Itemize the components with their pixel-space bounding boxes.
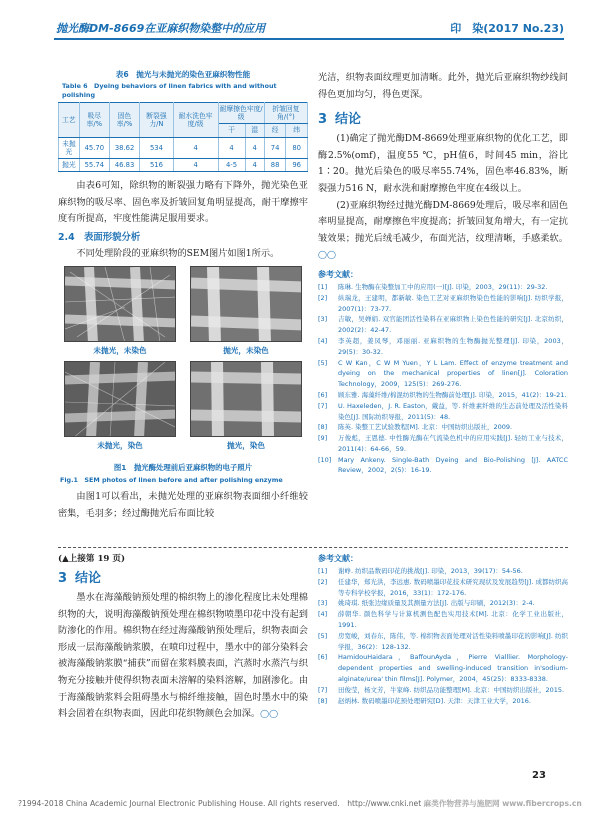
sem-image-unpolished-dyed [64, 361, 176, 437]
reference-text: 陈琳. 生物酶在染整加工中的应用(一)[J]. 印染，2003，29(11)：29-32. [338, 282, 548, 291]
reference-item [318, 598, 568, 609]
section-heading [58, 568, 308, 590]
right-column [318, 70, 568, 476]
paragraph: 光洁，织物表面纹理更加清晰。此外，抛光后亚麻织物纱线间得色更加均匀，得色更深。 [318, 72, 568, 100]
reference-item [318, 433, 568, 455]
cell-wash: 4 [173, 137, 218, 158]
table-row [59, 158, 308, 171]
section-title: 结论 [335, 112, 362, 128]
reference-number: [5] [318, 358, 328, 367]
reference-item [318, 577, 568, 599]
table6 [58, 102, 308, 172]
section-number: 3 [318, 112, 328, 128]
th-wash: 耐水洗色牢度/级 [173, 103, 218, 137]
reference-number: [8] [318, 423, 328, 432]
reference-number: [4] [318, 610, 328, 619]
figure-caption-en: Fig.1 SEM photos of linen before and after polishing enzyme [60, 476, 283, 485]
end-mark-icon: ◯◯ [318, 250, 336, 260]
header-rule [54, 38, 564, 40]
end-mark-icon: ◯◯ [260, 709, 279, 719]
references-list [318, 282, 568, 476]
reference-number: [1] [318, 282, 328, 291]
th-crease-weft: 纬 [286, 124, 308, 137]
th-process: 工艺 [59, 103, 80, 137]
continued-article-left [58, 552, 308, 723]
sem-image-polished-dyed [190, 361, 302, 437]
th-fixation: 固色率/% [109, 103, 139, 137]
reference-item [318, 609, 568, 631]
continued-article-right [318, 552, 568, 706]
cell-weft: 96 [286, 158, 308, 171]
article-divider [58, 547, 568, 548]
reference-text: HamidouHaidara，BaffounAyda，Pierre Vialllier. Morphology-dependent properties and swelling-induced transition in'sodium-alginate/urea' thin films[J]. Polymer，2004，45(25)：8333-8338. [338, 653, 568, 683]
figure-caption: 图1 抛光酶处理前后亚麻织物的电子照片 [113, 463, 253, 473]
sem-image-unpolished-undyed [64, 266, 176, 342]
section-number: 3 [58, 571, 68, 586]
reference-number: [4] [318, 336, 328, 345]
references-heading: 参考文献： [318, 554, 358, 563]
reference-item [318, 685, 568, 696]
paragraph-text: 墨水在海藻酸钠预处理的棉织物上的渗化程度比未处理棉织物的大，说明海藻酸钠预处理在棉织物喷墨印花中没有起到防渗化的作用。棉织物在经过海藻酸钠预处理后，织物表面会形成一层海藻酸钠浆膜，在喷印过程中，墨水中的部分染料会被海藻酸钠浆膜“捕获”而留在浆料膜表面，汽蒸时水蒸汽与织物充分接触并使得织物表面未溶解的染料溶解，加剧渗化。由于海藻酸钠浆料会阻碍墨水与棉纤维接触，固色时墨水中的染料会固着在织物表面，因此印花织物颜色会加深。 [58, 592, 308, 720]
reference-text: 吉敏，吴婵娟. 双官能团活性染料在亚麻织物上染色性能的研究[J]. 北京纺织，2002(2)：42-47. [338, 315, 568, 335]
reference-item [318, 358, 568, 390]
reference-item [318, 422, 568, 433]
reference-item [318, 390, 568, 401]
reference-text: 纵瑞龙，王建明，都新敏. 染色工艺对亚麻织物染色性能的影响[J]. 纺织学报，2007(1)：73-77. [338, 293, 568, 313]
reference-number: [6] [318, 653, 328, 662]
cell-process: 抛光 [59, 158, 80, 171]
paragraph-text: (2)亚麻织物经过抛光酶DM-8669处理后，吸尽率和固色率明显提高，耐摩擦色牢度提高；折皱回复角增大，有一定抗皱效果；抛光后绒毛减少，布面光洁，纹理清晰，手感柔软。 [318, 199, 568, 244]
cell-wash: 4 [173, 158, 218, 171]
th-crease-warp: 经 [264, 124, 286, 137]
reference-text: 任建华，郑光洪，李远惠. 数码喷墨印花技术研究现状及发展趋势[J]. 成都纺织高等专科学校学报，2016，33(1)：172-176. [338, 577, 568, 597]
sem-image-polished-undyed [190, 266, 302, 342]
sem-label: 未抛光，未染色 [93, 346, 147, 356]
cell-dry: 4 [218, 137, 245, 158]
table6-caption-en: Table 6 Dyeing behaviors of linen fabrics with and without polishing [62, 81, 277, 99]
reference-item [318, 631, 568, 653]
cell-strength: 516 [140, 158, 174, 171]
sem-label: 抛光，染色 [227, 441, 265, 451]
reference-number: [9] [318, 434, 328, 443]
cell-wet: 4 [245, 158, 264, 171]
reference-number: [8] [318, 696, 328, 705]
reference-text: 姚琦琪. 纸张边缘质量及其测量方法[J]. 出版与印刷，2012(3)：2-4. [338, 599, 535, 608]
table6-caption: 表6 抛光与未抛光的染色亚麻织物性能 [115, 70, 251, 79]
page-number: 23 [532, 770, 546, 781]
journal-issue: 印 染(2017 No.23) [450, 22, 564, 35]
section-heading: 2.4 表面形貌分析 [58, 231, 141, 243]
reference-item [318, 282, 568, 293]
reference-number: [7] [318, 401, 328, 410]
article-running-title: 抛光酶DM-8669在亚麻织物染整中的应用 [56, 22, 266, 35]
reference-number: [7] [318, 685, 328, 694]
cell-weft: 80 [286, 137, 308, 158]
th-rub-wet: 湿 [245, 124, 264, 137]
reference-item [318, 455, 568, 477]
cell-fixation: 46.83 [109, 158, 139, 171]
copyright-notice: ?1994-2018 China Academic Journal Electronic Publishing House. All rights reserved. http://www.cnki.net [18, 799, 422, 808]
cell-absorption: 45.70 [79, 137, 109, 158]
continued-from-note: (▲上接第 19 页) [58, 554, 126, 564]
cell-process: 未抛光 [59, 137, 80, 158]
reference-number: [1] [318, 567, 328, 575]
reference-number: [2] [318, 577, 328, 586]
paragraph [318, 198, 568, 264]
reference-text: 陈英. 染整工艺试验教程[M]. 北京：中国纺织出版社，2009. [338, 423, 513, 432]
sem-label: 未抛光，染色 [97, 441, 143, 451]
reference-text: Mary Ankeny. Single-Bath Dyeing and Bio-Polishing [J]. AATCC Review，2002，2(5)：16-19. [338, 455, 568, 475]
cell-dry: 4-5 [218, 158, 245, 171]
reference-item [318, 401, 568, 423]
reference-text: U. Haxeleden，J. R. Easton，戴益，等. 纤维素纤维的生态前处理及活性染料染色[J]. 国际纺织导报，2011(5)：48. [338, 401, 568, 421]
reference-text: 薛朝华. 颜色科学与计算机测色配色实用技术[M]. 北京：化学工业出版社，1991. [338, 610, 568, 629]
th-crease: 折皱回复角/(°) [264, 103, 307, 124]
reference-text: 李英超，姜凤琴，邓丽丽. 亚麻织物的生物酶抛光整理[J]. 印染，2003，29(5)：30-32. [338, 336, 568, 356]
reference-item [318, 314, 568, 336]
references-heading: 参考文献： [318, 269, 358, 279]
th-rub-dry: 干 [218, 124, 245, 137]
watermark: 麻类作物营养与施肥网 www.fibercrops.cn [423, 799, 582, 808]
th-strength: 断裂强力/N [140, 103, 174, 137]
reference-number: [3] [318, 599, 328, 608]
reference-text: C W Kan，C W M Yuen，Y L Lam. Effect of enzyme treatment and dyeing on the mechanical properties of linen[J]. Coloration Technology，2009，125(5)：269-276. [338, 358, 568, 389]
left-column [58, 70, 308, 523]
reference-text: 顾东雅. 海藻纤维/棉混纺织物的生物酶前处理[J]. 印染，2015，41(2)：19-21. [338, 390, 567, 399]
page-header [0, 0, 612, 46]
page-footer [18, 798, 608, 809]
reference-number: [10] [318, 455, 332, 464]
reference-number: [5] [318, 631, 328, 640]
references-list [318, 566, 568, 706]
cell-warp: 74 [264, 137, 286, 158]
reference-number: [3] [318, 315, 328, 324]
reference-item [318, 696, 568, 707]
reference-text: 房宽峻，刘春东，陈伟，等. 棉织物表面处理对活性染料喷墨印花的影响[J]. 纺织学报，36(2)：128-132. [338, 631, 568, 651]
sem-figure [58, 266, 308, 462]
paragraph: (1)确定了抛光酶DM-8669处理亚麻织物的优化工艺，即酶2.5%(omf)，温度55 ℃，pH值6，时间45 min，浴比1∶20。抛光后染色的吸尽率55.74%，固色率46.83%，断裂强力516 N，耐水洗和耐摩擦色牢度在4级以上。 [318, 133, 568, 194]
reference-item [318, 293, 568, 315]
cell-warp: 88 [264, 158, 286, 171]
cell-strength: 534 [140, 137, 174, 158]
reference-number: [2] [318, 293, 328, 302]
paragraph: 不同处理阶段的亚麻织物的SEM图片如图1所示。 [76, 247, 280, 259]
reference-item [318, 652, 568, 684]
reference-text: 万俊彪，王恩德. 中性酶光酶在气流染色机中的应用实践[J]. 轻纺工业与技术，2011(4)：64-66，59. [338, 434, 568, 453]
th-rub: 耐摩擦色牢度/级 [218, 103, 264, 124]
reference-text: 田俊莹，杨文芳，牛家峰. 纺织品功能整理[M]. 北京：中国纺织出版社，2015. [338, 685, 565, 694]
th-absorption: 吸尽率/% [79, 103, 109, 137]
table-row [59, 137, 308, 158]
paragraph [58, 590, 308, 723]
reference-item [318, 566, 568, 577]
paragraph: 由表6可知，除织物的断裂强力略有下降外，抛光染色亚麻织物的吸尽率、固色率及折皱回复角明显提高，耐干摩擦牢度有所提高，牢度性能满足服用要求。 [58, 180, 308, 225]
cell-absorption: 55.74 [79, 158, 109, 171]
reference-text: 赵炳林. 数码喷墨印花预处理研究[D]. 天津：天津工业大学，2016. [338, 696, 531, 705]
cell-fixation: 38.62 [109, 137, 139, 158]
sem-label: 抛光，未染色 [223, 346, 269, 356]
reference-item [318, 336, 568, 358]
paragraph: 由图1可以看出，未抛光处理的亚麻织物表面细小纤维较密集，毛羽多；经过酶抛光后布面比较 [58, 491, 308, 520]
section-title: 结论 [75, 571, 102, 586]
reference-number: [6] [318, 390, 328, 399]
cell-wet: 4 [245, 137, 264, 158]
section-heading [318, 109, 568, 131]
reference-text: 谢峥. 纺织品数码印花的挑战[J]. 印染，2013，39(17)：54-56. [338, 567, 523, 575]
